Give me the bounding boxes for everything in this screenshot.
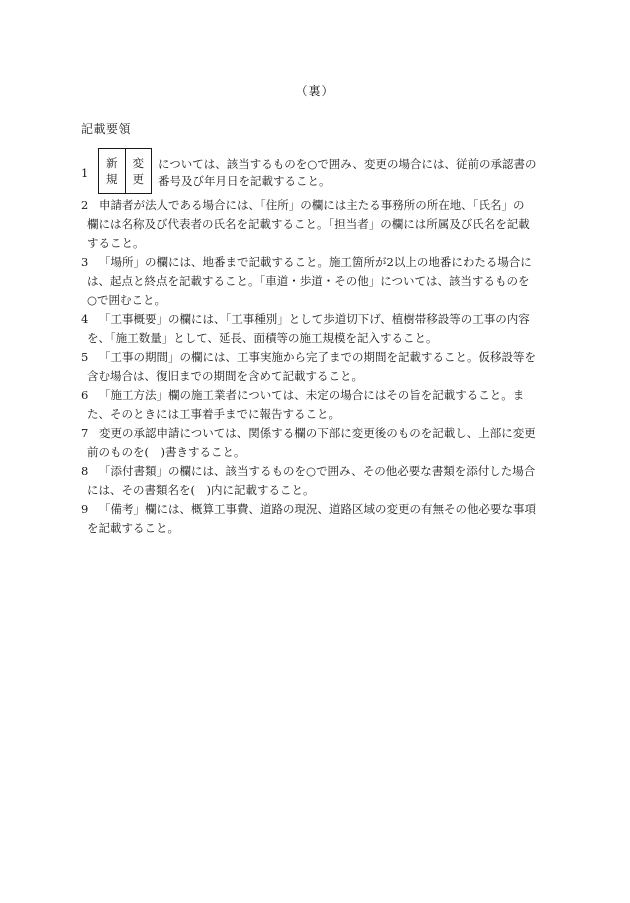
item-line: を、「施工数量」として、延長、面積等の施工規模を記入すること。 bbox=[87, 331, 438, 345]
item-number: 9 bbox=[81, 502, 89, 516]
item-line: 申請者が法人である場合には、「住所」の欄には主たる事務所の所在地、「氏名」の bbox=[99, 198, 525, 212]
item-number: 3 bbox=[81, 255, 89, 269]
item-number: 8 bbox=[81, 464, 89, 478]
item-line: た、そのときには工事着手までに報告すること。 bbox=[87, 407, 340, 421]
list-item-8 bbox=[81, 462, 556, 500]
item-line: には、その書類名を( )内に記載すること。 bbox=[87, 483, 315, 497]
item-number: 2 bbox=[81, 198, 89, 212]
item-number: 4 bbox=[81, 312, 89, 326]
item-text bbox=[158, 156, 558, 190]
item-line: 「施工方法」欄の施工業者については、未定の場合にはその旨を記載すること。ま bbox=[99, 388, 525, 402]
change-char-2: 更 bbox=[132, 172, 144, 186]
list-item-1 bbox=[81, 148, 561, 196]
list-item-6 bbox=[81, 386, 556, 424]
new-change-box bbox=[98, 148, 152, 194]
list-item-7 bbox=[81, 424, 556, 462]
list-item-5 bbox=[81, 348, 556, 386]
item-line: 変更の承認申請については、関係する欄の下部に変更後のものを記載し、上部に変更 bbox=[99, 426, 536, 440]
change-char-1: 変 bbox=[132, 156, 144, 170]
item-line: すること。 bbox=[87, 236, 145, 250]
item-line: は、起点と終点を記載すること。「車道・歩道・その他」については、該当するものを bbox=[87, 274, 530, 288]
new-char-2: 規 bbox=[106, 172, 118, 186]
list-item-4 bbox=[81, 310, 556, 348]
item-line: 欄には名称及び代表者の氏名を記載すること。「担当者」の欄には所属及び氏名を記載 bbox=[87, 217, 530, 231]
item-line: を記載すること。 bbox=[87, 521, 179, 535]
instruction-list bbox=[81, 196, 556, 538]
change-cell bbox=[125, 149, 152, 193]
item-number: 1 bbox=[81, 166, 89, 180]
item-line: 番号及び年月日を記載すること。 bbox=[158, 174, 331, 188]
item-line: ○で囲むこと。 bbox=[87, 293, 167, 307]
item-line: 含む場合は、復旧までの期間を含めて記載すること。 bbox=[87, 369, 363, 383]
list-item-9 bbox=[81, 500, 556, 538]
new-char-1: 新 bbox=[106, 156, 118, 170]
section-heading: 記載要領 bbox=[81, 122, 132, 136]
item-line: 「工事の期間」の欄には、工事実施から完了までの期間を記載すること。仮移設等を bbox=[99, 350, 536, 364]
item-number: 6 bbox=[81, 388, 89, 402]
item-line: 前のものを( )書きすること。 bbox=[87, 445, 246, 459]
item-line: 「場所」の欄には、地番まで記載すること。施工箇所が2以上の地番にわたる場合に bbox=[99, 255, 532, 269]
item-line: については、該当するものを○で囲み、変更の場合には、従前の承認書の bbox=[158, 157, 537, 171]
item-line: 「添付書類」の欄には、該当するものを○で囲み、その他必要な書類を添付した場合 bbox=[99, 464, 536, 478]
list-item-2 bbox=[81, 196, 556, 253]
list-item-3 bbox=[81, 253, 556, 310]
item-line: 「備考」欄には、概算工事費、道路の現況、道路区域の変更の有無その他必要な事項 bbox=[99, 502, 536, 516]
item-line: 「工事概要」の欄には、「工事種別」として歩道切下げ、植樹帯移設等の工事の内容 bbox=[99, 312, 530, 326]
new-cell bbox=[99, 149, 125, 193]
item-number: 7 bbox=[81, 426, 89, 440]
item-number: 5 bbox=[81, 350, 89, 364]
page-side-label: （裏） bbox=[295, 84, 335, 98]
